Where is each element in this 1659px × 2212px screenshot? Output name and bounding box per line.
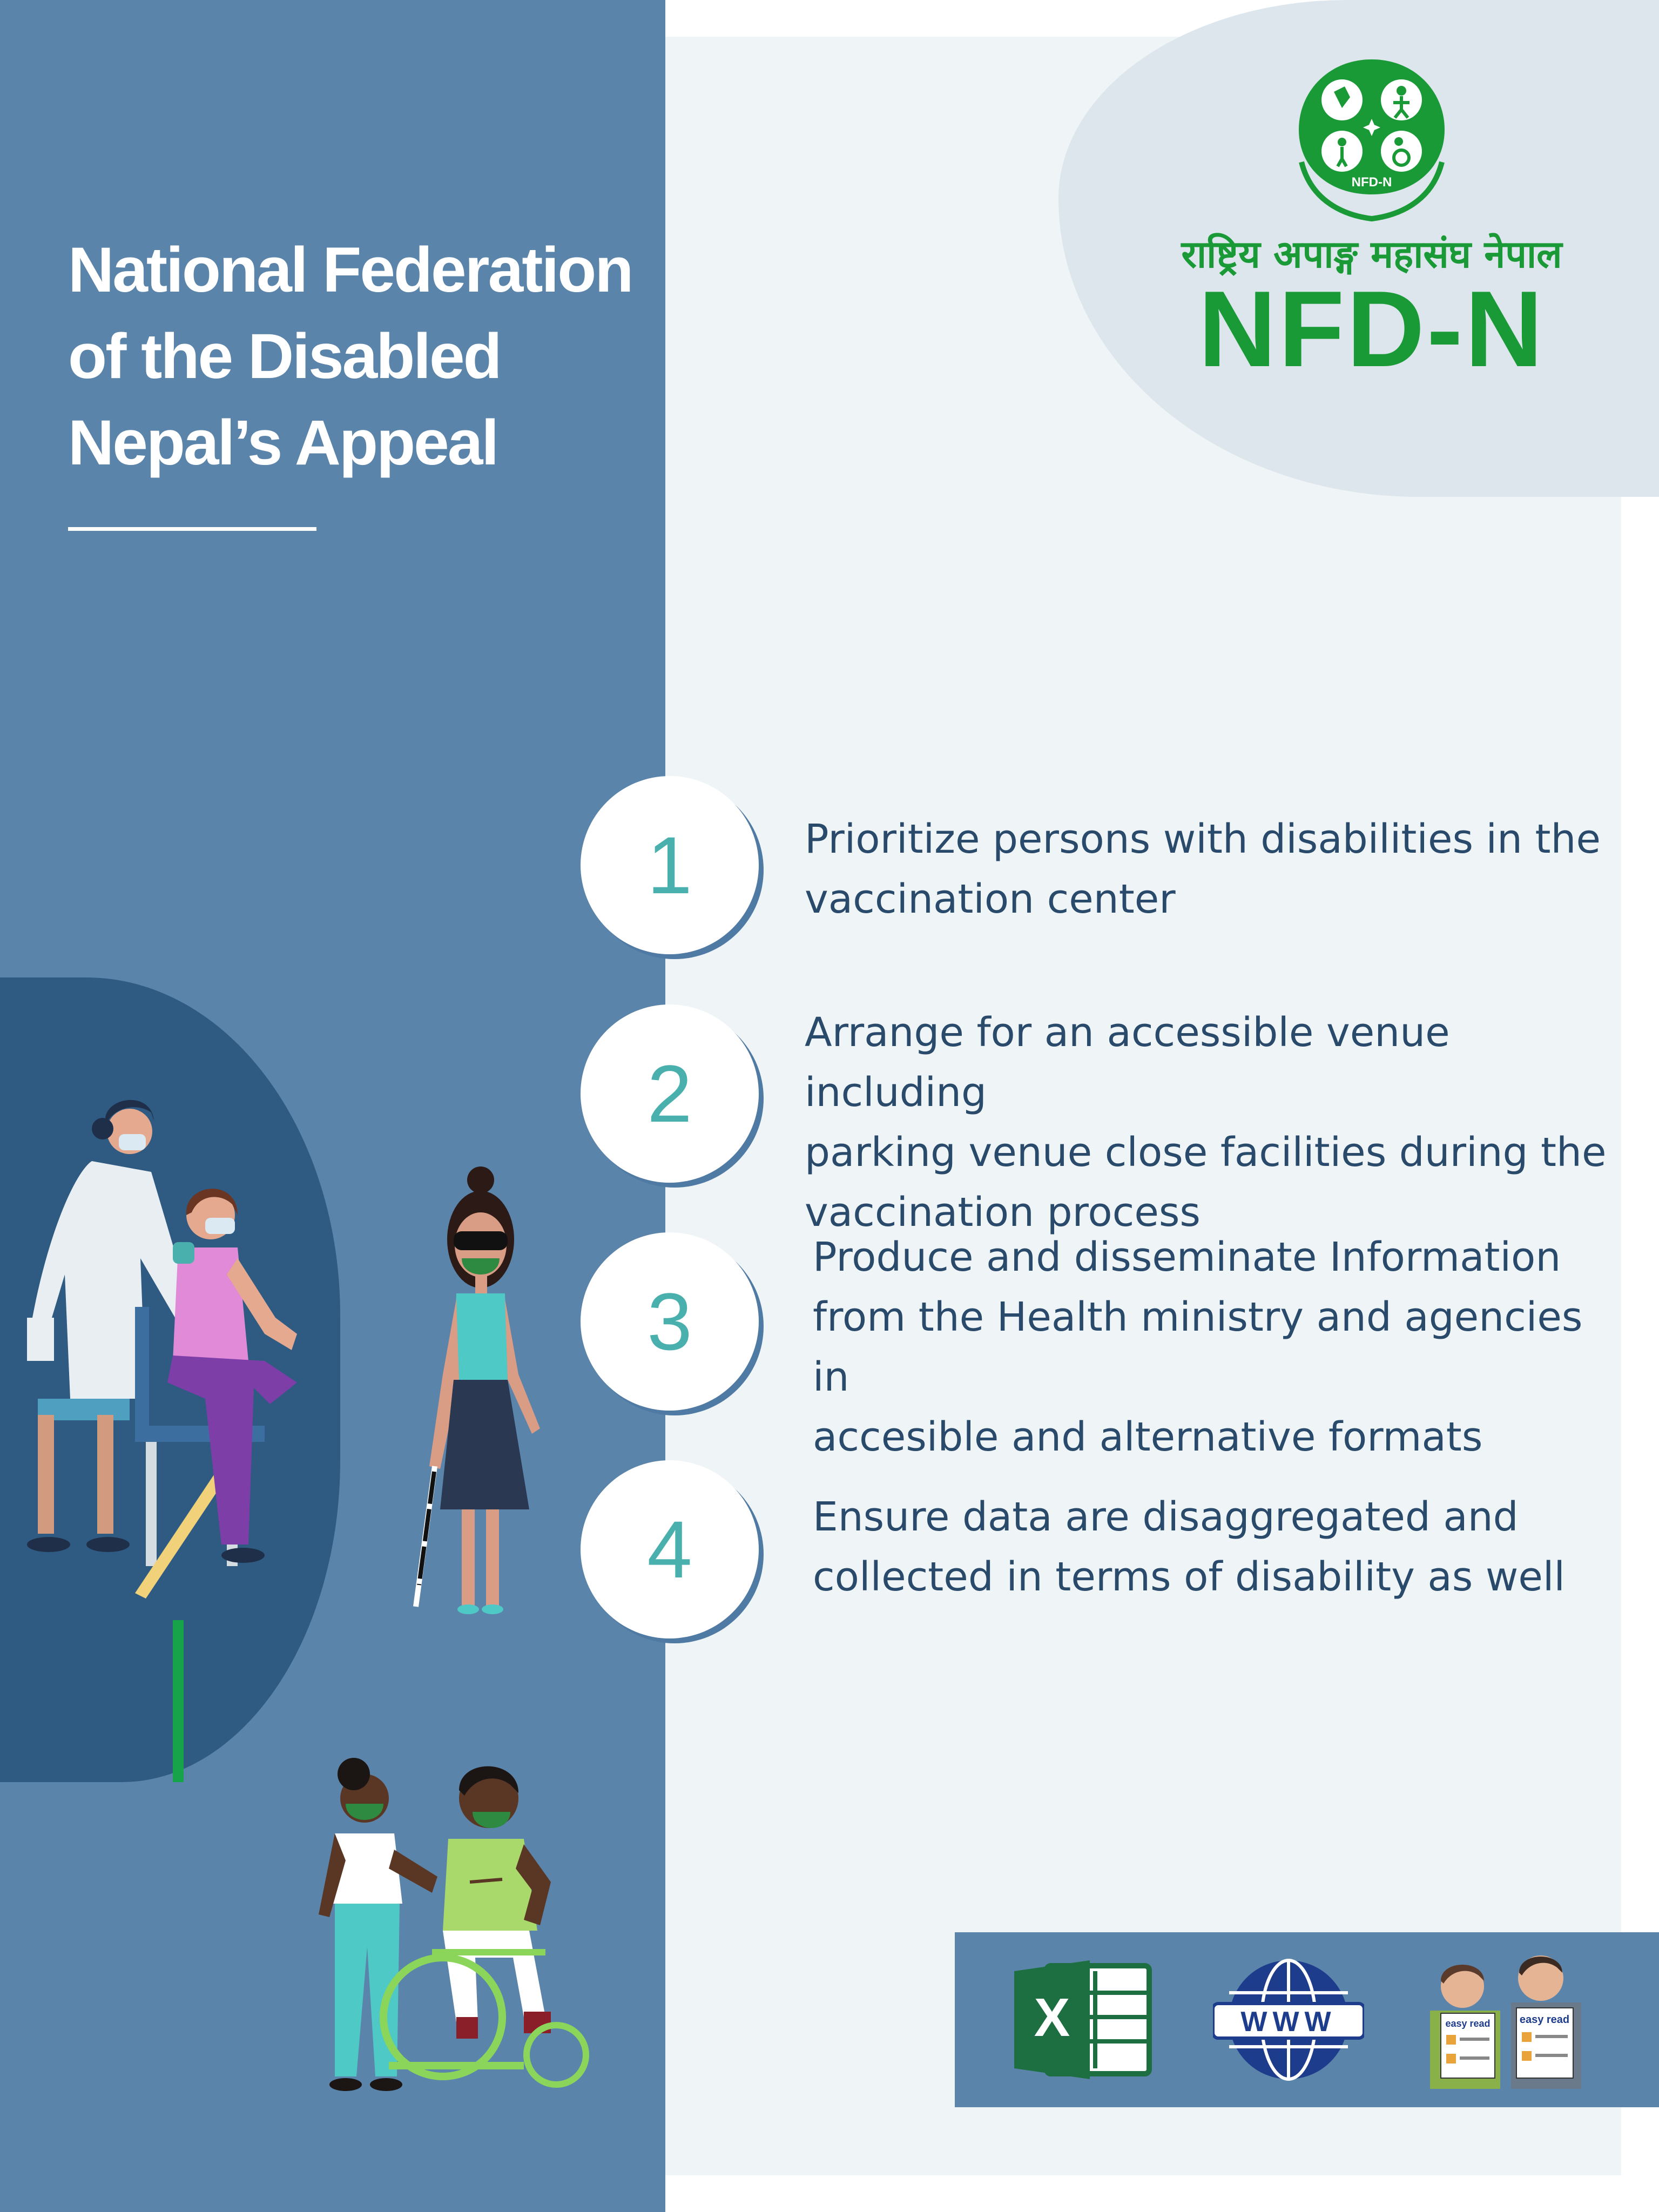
- nfdn-logo: [1145, 49, 1599, 389]
- step-1-line-2: vaccination center: [805, 876, 1176, 922]
- step-3-line-2: from the Health ministry and agencies in: [813, 1294, 1583, 1400]
- blind-woman-illustration: [400, 1164, 562, 1628]
- step-4-text: [813, 1487, 1623, 1607]
- step-4-number: 4: [581, 1460, 759, 1638]
- emblem-label: NFD-N: [1351, 175, 1392, 190]
- step-3-line-3: accesible and alternative formats: [813, 1414, 1483, 1460]
- emblem-icon: [1291, 54, 1453, 227]
- easy-read-icon: [1419, 1948, 1592, 2089]
- web-icon: [1213, 1955, 1364, 2085]
- step-3-text: [813, 1228, 1623, 1467]
- step-1-text: [805, 810, 1615, 929]
- excel-letter: X: [1034, 1987, 1070, 2048]
- step-2-line-3: vaccination process: [805, 1189, 1201, 1236]
- easy-read-label-1: easy read: [1445, 2018, 1491, 2029]
- title-line-3: Nepal’s Appeal: [68, 407, 498, 478]
- alternative-formats-bar: [955, 1932, 1659, 2107]
- excel-icon: [1014, 1960, 1155, 2079]
- step-2-line-1: Arrange for an accessible venue including: [805, 1009, 1450, 1116]
- step-1-line-1: Prioritize persons with disabilities in the: [805, 816, 1601, 862]
- title-line-1: National Federation: [68, 234, 632, 306]
- logo-name: NFD-N: [1198, 269, 1546, 389]
- step-2-number: 2: [581, 1004, 759, 1183]
- title-line-2: of the Disabled: [68, 321, 501, 392]
- easy-read-label-2: easy read: [1519, 2014, 1570, 2026]
- title-underline: [68, 527, 316, 531]
- step-4-line-1: Ensure data are disaggregated and: [813, 1494, 1519, 1540]
- step-4-line-2: collected in terms of disability as well: [813, 1554, 1565, 1600]
- step-1-number: 1: [581, 776, 759, 954]
- page-title: [68, 227, 640, 486]
- vaccination-illustration: [16, 1080, 351, 1782]
- logo-devanagari-text: राष्ट्रिय अपाङ्ग महासंघ नेपाल: [1181, 232, 1562, 276]
- step-3-number: 3: [581, 1232, 759, 1411]
- step-3-line-1: Produce and disseminate Information: [813, 1234, 1561, 1280]
- step-2-text: [805, 1003, 1615, 1243]
- wheelchair-illustration: [297, 1752, 599, 2109]
- web-label: WWW: [1240, 2006, 1337, 2038]
- step-2-line-2: parking venue close facilities during the: [805, 1129, 1607, 1176]
